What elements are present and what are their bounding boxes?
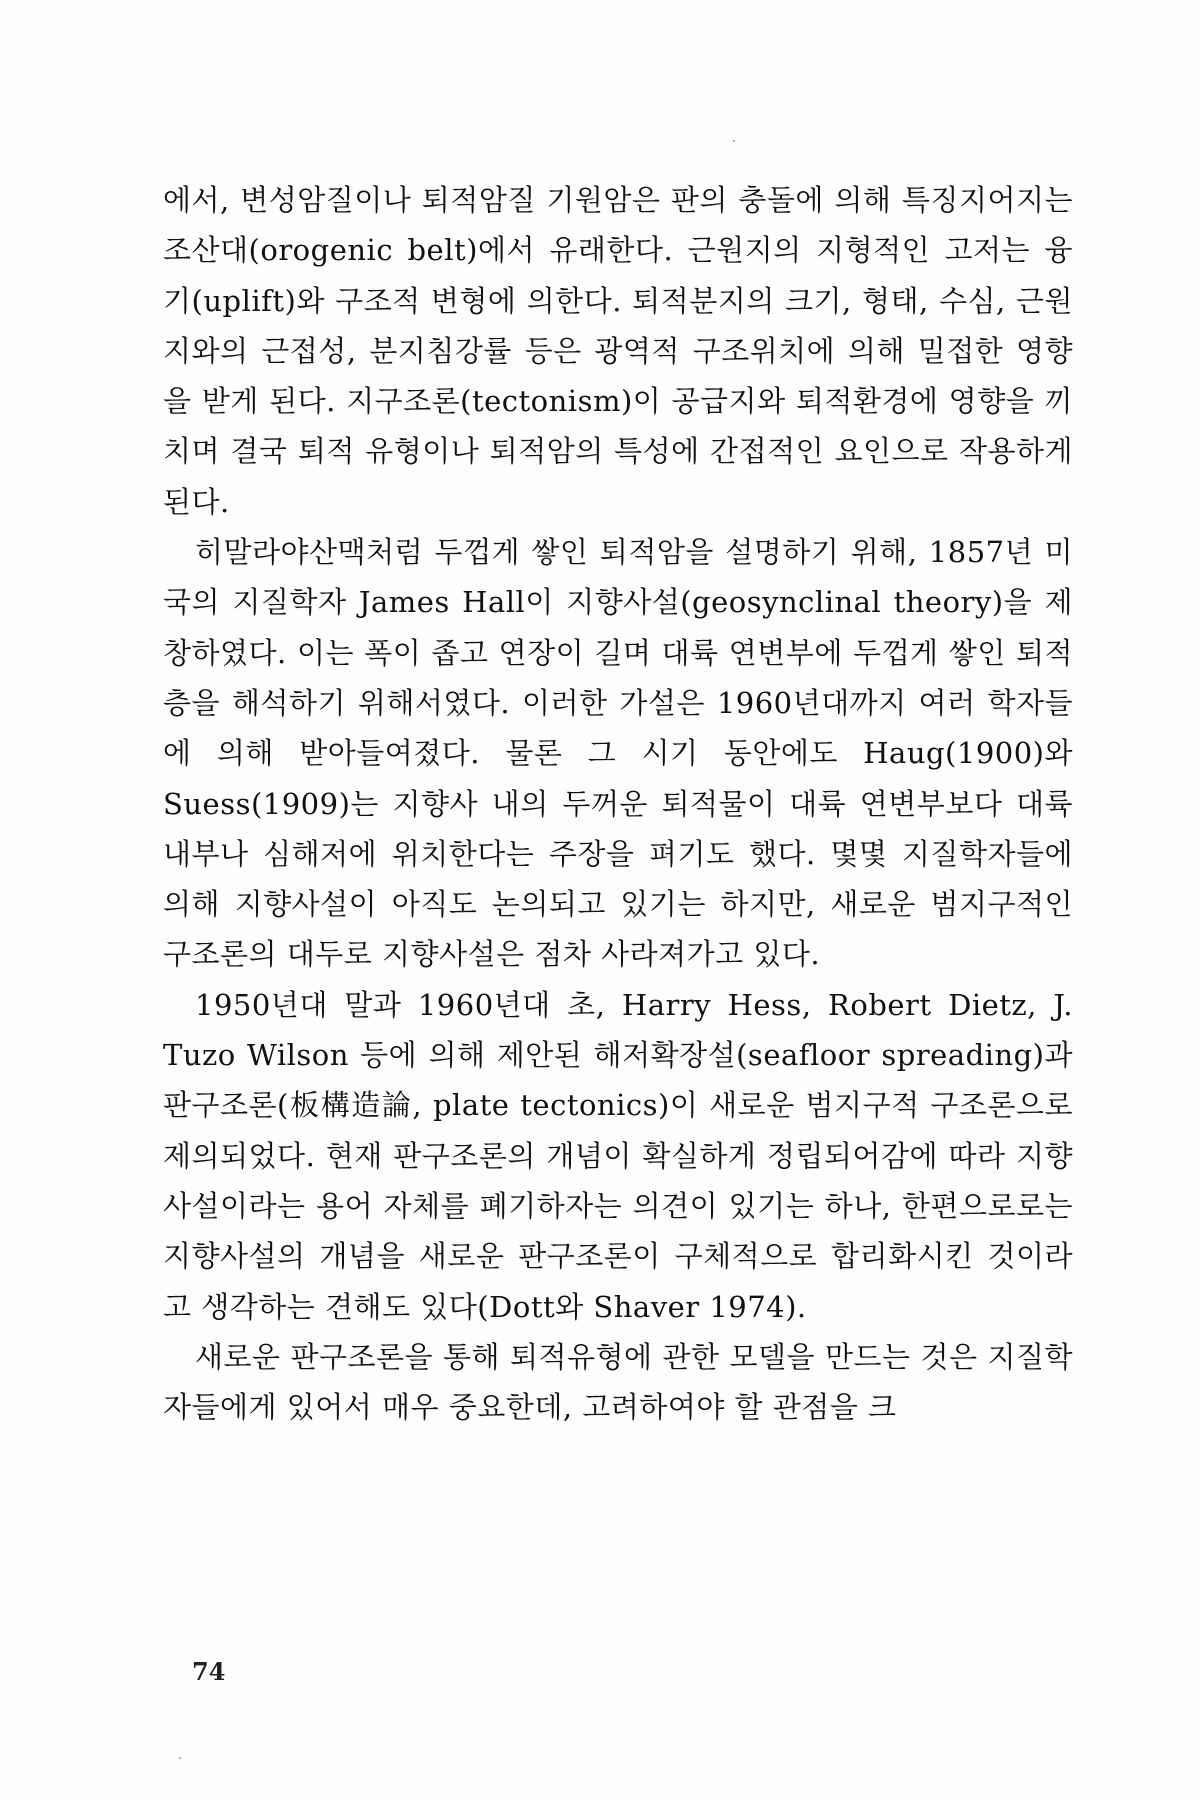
- paragraph-geosynclinal-theory: 히말라야산맥처럼 두껍게 쌓인 퇴적암을 설명하기 위해, 1857년 미국의 지질학자 James Hall이 지향사설(geosynclinal theory)을 제창하였다. 이는 폭이 좁고 연장이 길며 대륙 연변부에 두껍게 쌓인 퇴적층을 해석하기 위해서였다. 이러한 가설은 1960년대까지 여러 학자들에 의해 받아들여졌다. 물론 그 시기 동안에도 Haug(1900)와 Suess(1909)는 지향사 내의 두꺼운 퇴적물이 대륙 연변부보다 대륙 내부나 심해저에 위치한다는 주장을 펴기도 했다. 몇몇 지질학자들에 의해 지향사설이 아직도 논의되고 있기는 하지만, 새로운 범지구적인 구조론의 대두로 지향사설은 점차 사라져가고 있다.: [163, 535, 1073, 972]
- paragraph-sedimentary-models: 새로운 판구조론을 통해 퇴적유형에 관한 모델을 만드는 것은 지질학자들에게 있어서 매우 중요한데, 고려하여야 할 관점을 크: [163, 1339, 1073, 1425]
- paragraph-plate-tectonics: 1950년대 말과 1960년대 초, Harry Hess, Robert Dietz, J. Tuzo Wilson 등에 의해 제안된 해저확장설(seafloor spreading)과 판구조론(板構造論, plate tectonics)이 새로운 범지구적 구조론으로 제의되었다. 현재 판구조론의 개념이 확실하게 정립되어감에 따라 지향사설이라는 용어 자체를 폐기하자는 의견이 있기는 하나, 한편으로로는 지향사설의 개념을 새로운 판구조론이 구체적으로 합리화시킨 것이라고 생각하는 견해도 있다(Dott와 Shaver 1974).: [163, 987, 1073, 1324]
- page-number: 74: [192, 1657, 226, 1686]
- body-text: [163, 175, 1073, 1432]
- scan-speck: [733, 140, 735, 142]
- paragraph-orogenic-belt: 에서, 변성암질이나 퇴적암질 기원암은 판의 충돌에 의해 특징지어지는 조산대(orogenic belt)에서 유래한다. 근원지의 지형적인 고저는 융기(uplift)와 구조적 변형에 의한다. 퇴적분지의 크기, 형태, 수심, 근원지와의 근접성, 분지침강률 등은 광역적 구조위치에 의해 밀접한 영향을 받게 된다. 지구조론(tectonism)이 공급지와 퇴적환경에 영향을 끼치며 결국 퇴적 유형이나 퇴적암의 특성에 간접적인 요인으로 작용하게 된다.: [163, 183, 1073, 519]
- scan-speck: [179, 1757, 181, 1759]
